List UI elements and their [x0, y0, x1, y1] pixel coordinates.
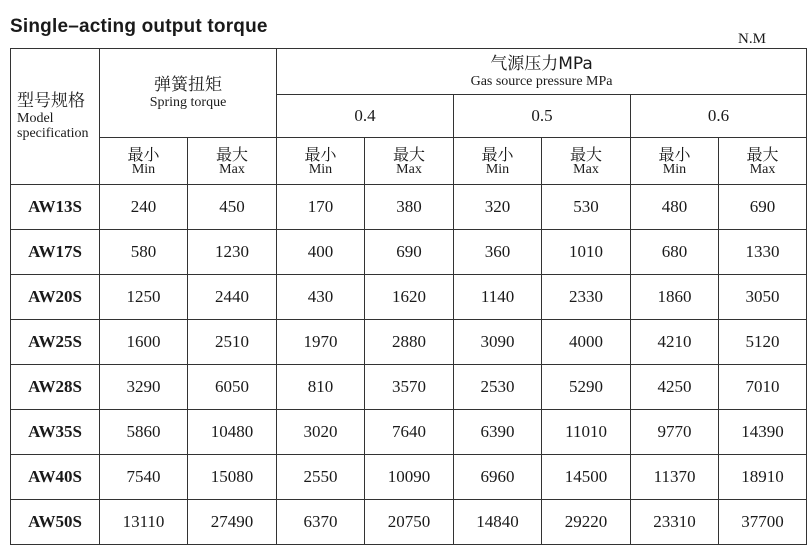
torque-value-cell: 2550 [277, 455, 365, 500]
gas-pressure-header [277, 49, 807, 95]
torque-value-cell: 1140 [454, 275, 542, 320]
torque-value-cell: 320 [454, 185, 542, 230]
torque-value-cell: 2440 [188, 275, 277, 320]
torque-value-cell: 530 [542, 185, 631, 230]
max-header-en: Max [573, 162, 599, 177]
model-cell: AW13S [11, 185, 100, 230]
torque-value-cell: 14840 [454, 500, 542, 545]
torque-value-cell: 2530 [454, 365, 542, 410]
table-body [11, 185, 807, 545]
torque-value-cell: 18910 [719, 455, 807, 500]
min-header [277, 138, 365, 185]
torque-value-cell: 380 [365, 185, 454, 230]
torque-value-cell: 430 [277, 275, 365, 320]
table-row [11, 455, 807, 500]
torque-value-cell: 1330 [719, 230, 807, 275]
torque-value-cell: 400 [277, 230, 365, 275]
model-cell: AW35S [11, 410, 100, 455]
model-cell: AW28S [11, 365, 100, 410]
model-cell: AW20S [11, 275, 100, 320]
min-header-zh: 最小 [658, 145, 691, 164]
torque-value-cell: 10480 [188, 410, 277, 455]
torque-value-cell: 4210 [631, 320, 719, 365]
torque-value-cell: 9770 [631, 410, 719, 455]
min-header-en: Min [662, 162, 687, 177]
torque-value-cell: 580 [100, 230, 188, 275]
torque-value-cell: 4000 [542, 320, 631, 365]
model-header-zh: 型号规格 [17, 91, 85, 111]
min-header-en: Min [131, 162, 156, 177]
min-header-en: Min [308, 162, 333, 177]
torque-value-cell: 690 [719, 185, 807, 230]
torque-value-cell: 11010 [542, 410, 631, 455]
torque-value-cell: 1600 [100, 320, 188, 365]
table-row [11, 365, 807, 410]
table-row [11, 230, 807, 275]
torque-value-cell: 3090 [454, 320, 542, 365]
gas-pressure-en: Gas source pressure MPa [470, 73, 613, 89]
torque-value-cell: 7640 [365, 410, 454, 455]
torque-value-cell: 4250 [631, 365, 719, 410]
pressure-0-5: 0.5 [454, 95, 631, 138]
table-row [11, 500, 807, 545]
pressure-0-6: 0.6 [631, 95, 807, 138]
torque-value-cell: 450 [188, 185, 277, 230]
min-header [631, 138, 719, 185]
table-row [11, 185, 807, 230]
torque-value-cell: 6960 [454, 455, 542, 500]
torque-value-cell: 5120 [719, 320, 807, 365]
torque-value-cell: 360 [454, 230, 542, 275]
unit-label: N.M [738, 31, 766, 47]
spring-torque-en: Spring torque [149, 95, 227, 110]
gas-pressure-zh: 气源压力MPa [490, 53, 593, 74]
max-header [542, 138, 631, 185]
model-cell: AW17S [11, 230, 100, 275]
torque-value-cell: 2510 [188, 320, 277, 365]
model-header-en-2: specification [17, 126, 89, 141]
model-cell: AW25S [11, 320, 100, 365]
torque-value-cell: 1230 [188, 230, 277, 275]
torque-value-cell: 5860 [100, 410, 188, 455]
torque-value-cell: 20750 [365, 500, 454, 545]
max-header-zh: 最大 [393, 145, 426, 164]
torque-value-cell: 690 [365, 230, 454, 275]
torque-value-cell: 1970 [277, 320, 365, 365]
torque-value-cell: 14390 [719, 410, 807, 455]
torque-value-cell: 1010 [542, 230, 631, 275]
torque-value-cell: 6390 [454, 410, 542, 455]
max-header-zh: 最大 [216, 145, 249, 164]
model-cell: AW50S [11, 500, 100, 545]
max-header [365, 138, 454, 185]
torque-value-cell: 37700 [719, 500, 807, 545]
torque-value-cell: 11370 [631, 455, 719, 500]
min-max-row [11, 138, 807, 185]
min-header-zh: 最小 [304, 145, 337, 164]
torque-value-cell: 1620 [365, 275, 454, 320]
torque-value-cell: 2880 [365, 320, 454, 365]
torque-value-cell: 2330 [542, 275, 631, 320]
torque-value-cell: 480 [631, 185, 719, 230]
torque-value-cell: 170 [277, 185, 365, 230]
torque-value-cell: 10090 [365, 455, 454, 500]
max-header [188, 138, 277, 185]
min-header-zh: 最小 [127, 145, 160, 164]
torque-value-cell: 14500 [542, 455, 631, 500]
max-header-en: Max [749, 162, 776, 177]
table-row [11, 320, 807, 365]
min-header-en: Min [485, 162, 510, 177]
max-header-zh: 最大 [570, 145, 603, 164]
torque-value-cell: 13110 [100, 500, 188, 545]
torque-value-cell: 3050 [719, 275, 807, 320]
torque-value-cell: 6050 [188, 365, 277, 410]
page-title: Single–acting output torque [10, 16, 268, 37]
max-header-en: Max [219, 162, 245, 177]
min-header [100, 138, 188, 185]
torque-value-cell: 3570 [365, 365, 454, 410]
torque-table [10, 48, 807, 545]
table-row [11, 275, 807, 320]
min-header [454, 138, 542, 185]
table-row [11, 410, 807, 455]
min-header-zh: 最小 [481, 145, 514, 164]
torque-value-cell: 3290 [100, 365, 188, 410]
spring-torque-header [100, 49, 277, 138]
pressure-0-4: 0.4 [277, 95, 454, 138]
torque-value-cell: 680 [631, 230, 719, 275]
model-header [11, 49, 100, 185]
torque-value-cell: 29220 [542, 500, 631, 545]
torque-value-cell: 3020 [277, 410, 365, 455]
max-header-zh: 最大 [746, 145, 779, 164]
torque-value-cell: 23310 [631, 500, 719, 545]
torque-value-cell: 1860 [631, 275, 719, 320]
spring-torque-zh: 弹簧扭矩 [154, 75, 222, 95]
torque-value-cell: 7010 [719, 365, 807, 410]
max-header-en: Max [396, 162, 422, 177]
torque-value-cell: 27490 [188, 500, 277, 545]
torque-value-cell: 7540 [100, 455, 188, 500]
torque-value-cell: 810 [277, 365, 365, 410]
max-header [719, 138, 807, 185]
torque-value-cell: 6370 [277, 500, 365, 545]
torque-value-cell: 15080 [188, 455, 277, 500]
torque-value-cell: 1250 [100, 275, 188, 320]
torque-value-cell: 240 [100, 185, 188, 230]
torque-value-cell: 5290 [542, 365, 631, 410]
model-header-en-1: Model [17, 111, 54, 126]
model-cell: AW40S [11, 455, 100, 500]
